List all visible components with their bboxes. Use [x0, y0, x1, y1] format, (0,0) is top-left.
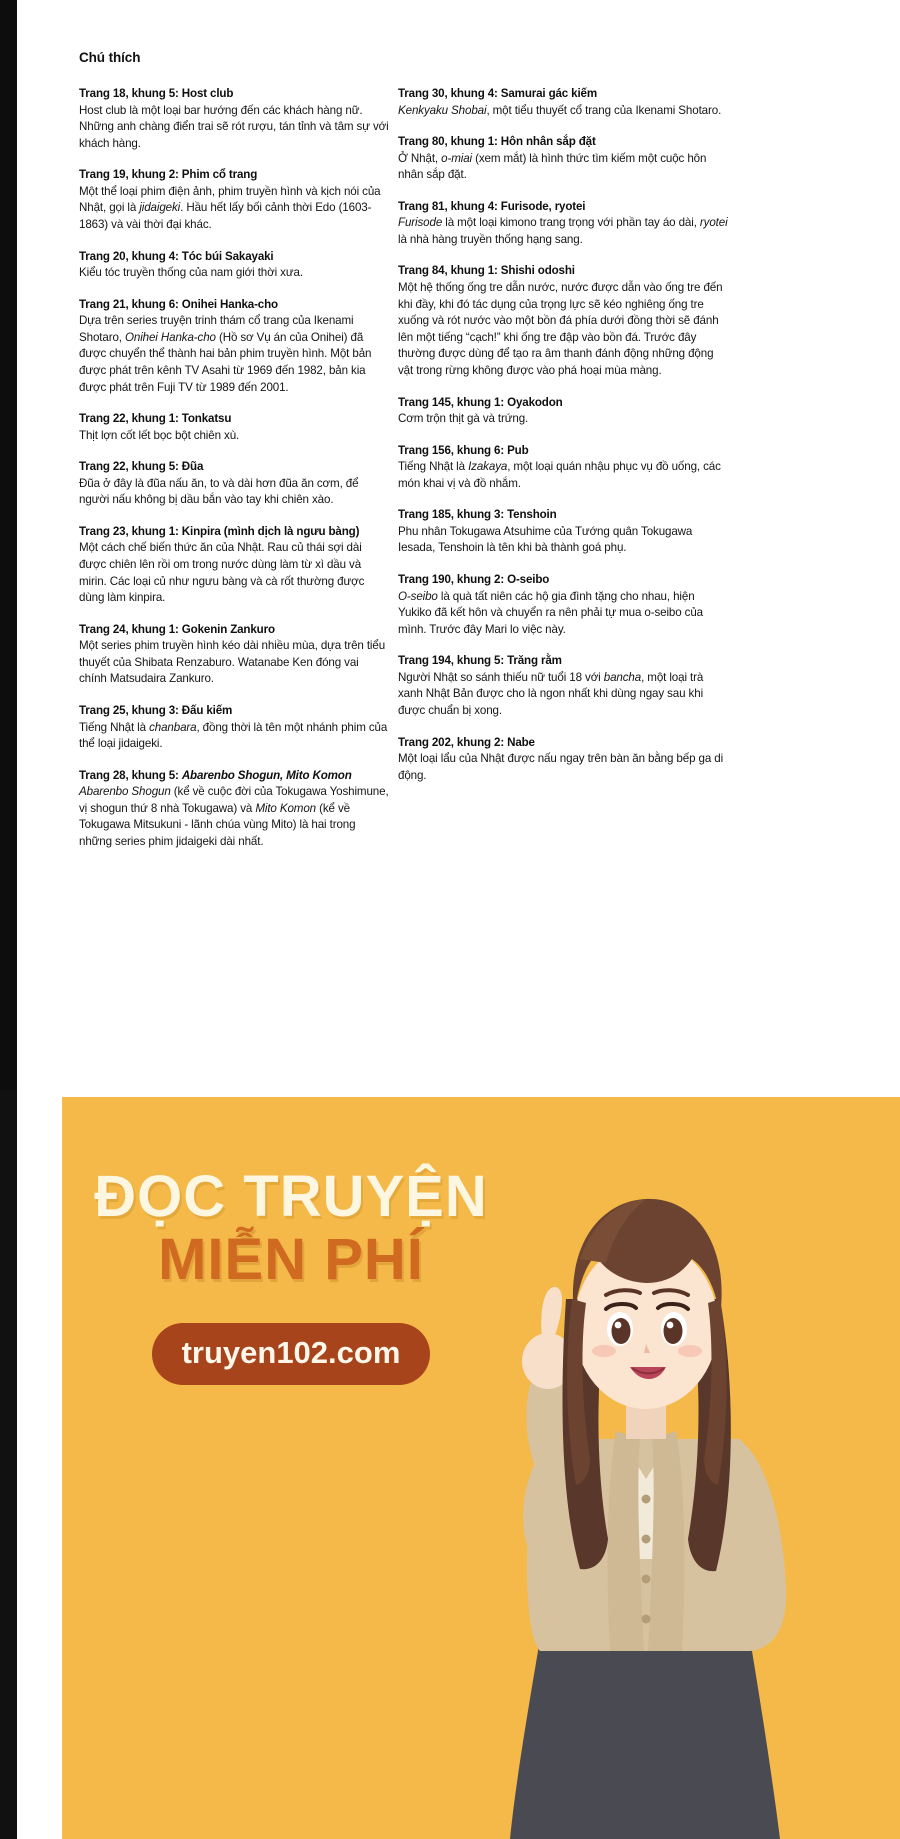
note-heading: Trang 23, khung 1: Kinpira (mình dịch là ngưu bàng)	[79, 524, 360, 538]
note-heading: Trang 81, khung 4: Furisode, ryotei	[398, 199, 586, 213]
note-heading: Trang 22, khung 1: Tonkatsu	[79, 412, 232, 426]
note-body: Phu nhân Tokugawa Atsuhime của Tướng quân Tokugawa Iesada, Tenshoin là tên khi bà thành goá phụ.	[398, 524, 693, 555]
note-body: Cơm trộn thịt gà và trứng.	[398, 412, 529, 426]
note-entry	[398, 395, 728, 428]
left-gutter-bar-lower	[0, 1090, 17, 1839]
note-body: Một hệ thống ống tre dẫn nước, nước được dẫn vào ống tre đến khi đầy, khi đó tác dụng của trọng lực sẽ kéo nghiêng ống tre xuống và rót nước vào một bồn đá phía dưới đồng thời sẽ đánh lên một tiếng “cạch!” khi ống tre đập vào bồn đá. Trước đây thường được dùng để tạo ra âm thanh đánh động những động vật trong rừng không được vào phá hoại mùa màng.	[398, 280, 723, 377]
promo-headline-line2: MIỄN PHÍ	[158, 1227, 424, 1292]
note-heading: Trang 190, khung 2: O-seibo	[398, 573, 550, 586]
note-heading: Trang 185, khung 3: Tenshoin	[398, 508, 557, 522]
note-body: Một thể loại phim điện ảnh, phim truyền hình và kịch nói của Nhật, gọi là jidaigeki. Hầu hết lấy bối cảnh thời Edo (1603-1863) và vài thời đại khác.	[79, 184, 381, 231]
promo-banner[interactable]	[62, 1097, 900, 1839]
note-heading: Trang 202, khung 2: Nabe	[398, 735, 535, 749]
note-entry	[398, 653, 728, 719]
note-body: Host club là một loại bar hướng đến các khách hàng nữ. Những anh chàng điển trai sẽ rót rượu, tán tỉnh và tâm sự với khách hàng.	[79, 103, 389, 150]
note-body: Tiếng Nhật là Izakaya, một loại quán nhậu phục vụ đồ uống, các món khai vị và đồ nhắm.	[398, 460, 721, 490]
note-entry	[79, 167, 389, 233]
note-entry	[79, 768, 389, 851]
note-body: Dựa trên series truyện trinh thám cổ trang của Ikenami Shotaro, Onihei Hanka-cho (Hồ sơ Vụ án của Onihei) đã được chuyển thể thành hai bản phim truyền hình. Một bản được phát trên kênh TV Asahi từ 1969 đến 1982, bản kia được phát trên Fuji TV từ 1989 đến 2001.	[79, 314, 372, 394]
note-entry	[79, 524, 389, 607]
note-heading: Trang 21, khung 6: Onihei Hanka-cho	[79, 297, 278, 311]
note-entry	[398, 507, 728, 557]
note-heading: Trang 19, khung 2: Phim cổ trang	[79, 168, 258, 182]
note-heading: Trang 24, khung 1: Gokenin Zankuro	[79, 622, 275, 636]
note-heading: Trang 156, khung 6: Pub	[398, 443, 529, 457]
note-body: Một series phim truyền hình kéo dài nhiều mùa, dựa trên tiểu thuyết của Shibata Renzaburo. Watanabe Ken đóng vai chính Matsudaira Zankuro.	[79, 639, 386, 686]
note-heading: Trang 84, khung 1: Shishi odoshi	[398, 264, 575, 278]
note-body: Abarenbo Shogun (kể về cuộc đời của Tokugawa Yoshimune, vị shogun thứ 8 nhà Tokugawa) và Mito Komon (kể về Tokugawa Mitsukuni - lãnh chúa vùng Mito) là hai trong những series phim jidaigeki dài nhất.	[79, 785, 389, 849]
note-heading: Trang 194, khung 5: Trăng rằm	[398, 654, 562, 668]
note-entry	[398, 443, 728, 493]
note-body: Một loại lẩu của Nhật được nấu ngay trên bàn ăn bằng bếp ga di động.	[398, 752, 724, 782]
promo-text-block	[76, 1165, 506, 1385]
note-heading: Trang 20, khung 4: Tóc búi Sakayaki	[79, 249, 274, 263]
note-heading: Trang 80, khung 1: Hôn nhân sắp đặt	[398, 135, 596, 149]
note-body: Thịt lợn cốt lết bọc bột chiên xù.	[79, 428, 240, 442]
note-heading: Trang 22, khung 5: Đũa	[79, 460, 204, 474]
note-entry	[398, 199, 728, 249]
note-entry	[398, 134, 728, 184]
note-body: Tiếng Nhật là chanbara, đồng thời là tên một nhánh phim của thể loại jidaigeki.	[79, 720, 388, 751]
note-entry	[398, 86, 728, 119]
note-body: O-seibo là quà tất niên các hộ gia đình tặng cho nhau, hiện Yukiko đã kết hôn và chuyển ra nên phải tự mua o-seibo của mình. Trước đây Mari lo việc này.	[398, 589, 704, 636]
note-heading: Trang 145, khung 1: Oyakodon	[398, 395, 563, 409]
note-heading: Trang 25, khung 3: Đấu kiếm	[79, 704, 233, 718]
note-body: Kiểu tóc truyền thống của nam giới thời xưa.	[79, 266, 303, 280]
note-entry	[79, 249, 389, 282]
note-body: Kenkyaku Shobai, một tiểu thuyết cổ trang của Ikenami Shotaro.	[398, 103, 722, 117]
note-entry	[79, 703, 389, 753]
page-title: Chú thích	[79, 50, 141, 65]
note-body: Furisode là một loại kimono trang trọng với phần tay áo dài, ryotei là nhà hàng truyền thống hạng sang.	[398, 216, 728, 246]
note-heading: Trang 18, khung 5: Host club	[79, 87, 234, 100]
promo-cta-button[interactable]: truyen102.com	[152, 1323, 431, 1385]
note-body: Một cách chế biến thức ăn của Nhật. Rau củ thái sợi dài được chiên lên rồi om trong nước dùng làm từ xì dầu và mirin. Các loại củ như ngưu bàng và cà rốt thường được dùng làm kinpira.	[79, 541, 365, 605]
note-entry	[79, 459, 389, 509]
note-body: Đũa ở đây là đũa nấu ăn, to và dài hơn đũa ăn cơm, để người nấu không bị dầu bắn vào tay khi chiên xào.	[79, 476, 359, 507]
note-heading: Trang 30, khung 4: Samurai gác kiếm	[398, 87, 597, 100]
note-heading: Trang 28, khung 5: Abarenbo Shogun, Mito Komon	[79, 768, 352, 782]
note-entry	[398, 263, 728, 379]
note-entry	[79, 297, 389, 396]
promo-headline-line1: ĐỌC TRUYỆN	[94, 1164, 488, 1229]
note-entry	[398, 572, 728, 638]
note-body: Người Nhật so sánh thiếu nữ tuổi 18 với bancha, một loại trà xanh Nhật Bản được cho là ngon nhất khi dùng ngay sau khi được chuẩn bị xong.	[398, 670, 704, 717]
note-body: Ở Nhật, o-miai (xem mắt) là hình thức tìm kiếm một cuộc hôn nhân sắp đặt.	[398, 151, 707, 182]
note-entry	[79, 86, 389, 152]
notes-right-column	[398, 86, 728, 799]
note-entry	[398, 735, 728, 785]
note-entry	[79, 622, 389, 688]
notes-left-column	[79, 86, 389, 866]
note-entry	[79, 411, 389, 444]
